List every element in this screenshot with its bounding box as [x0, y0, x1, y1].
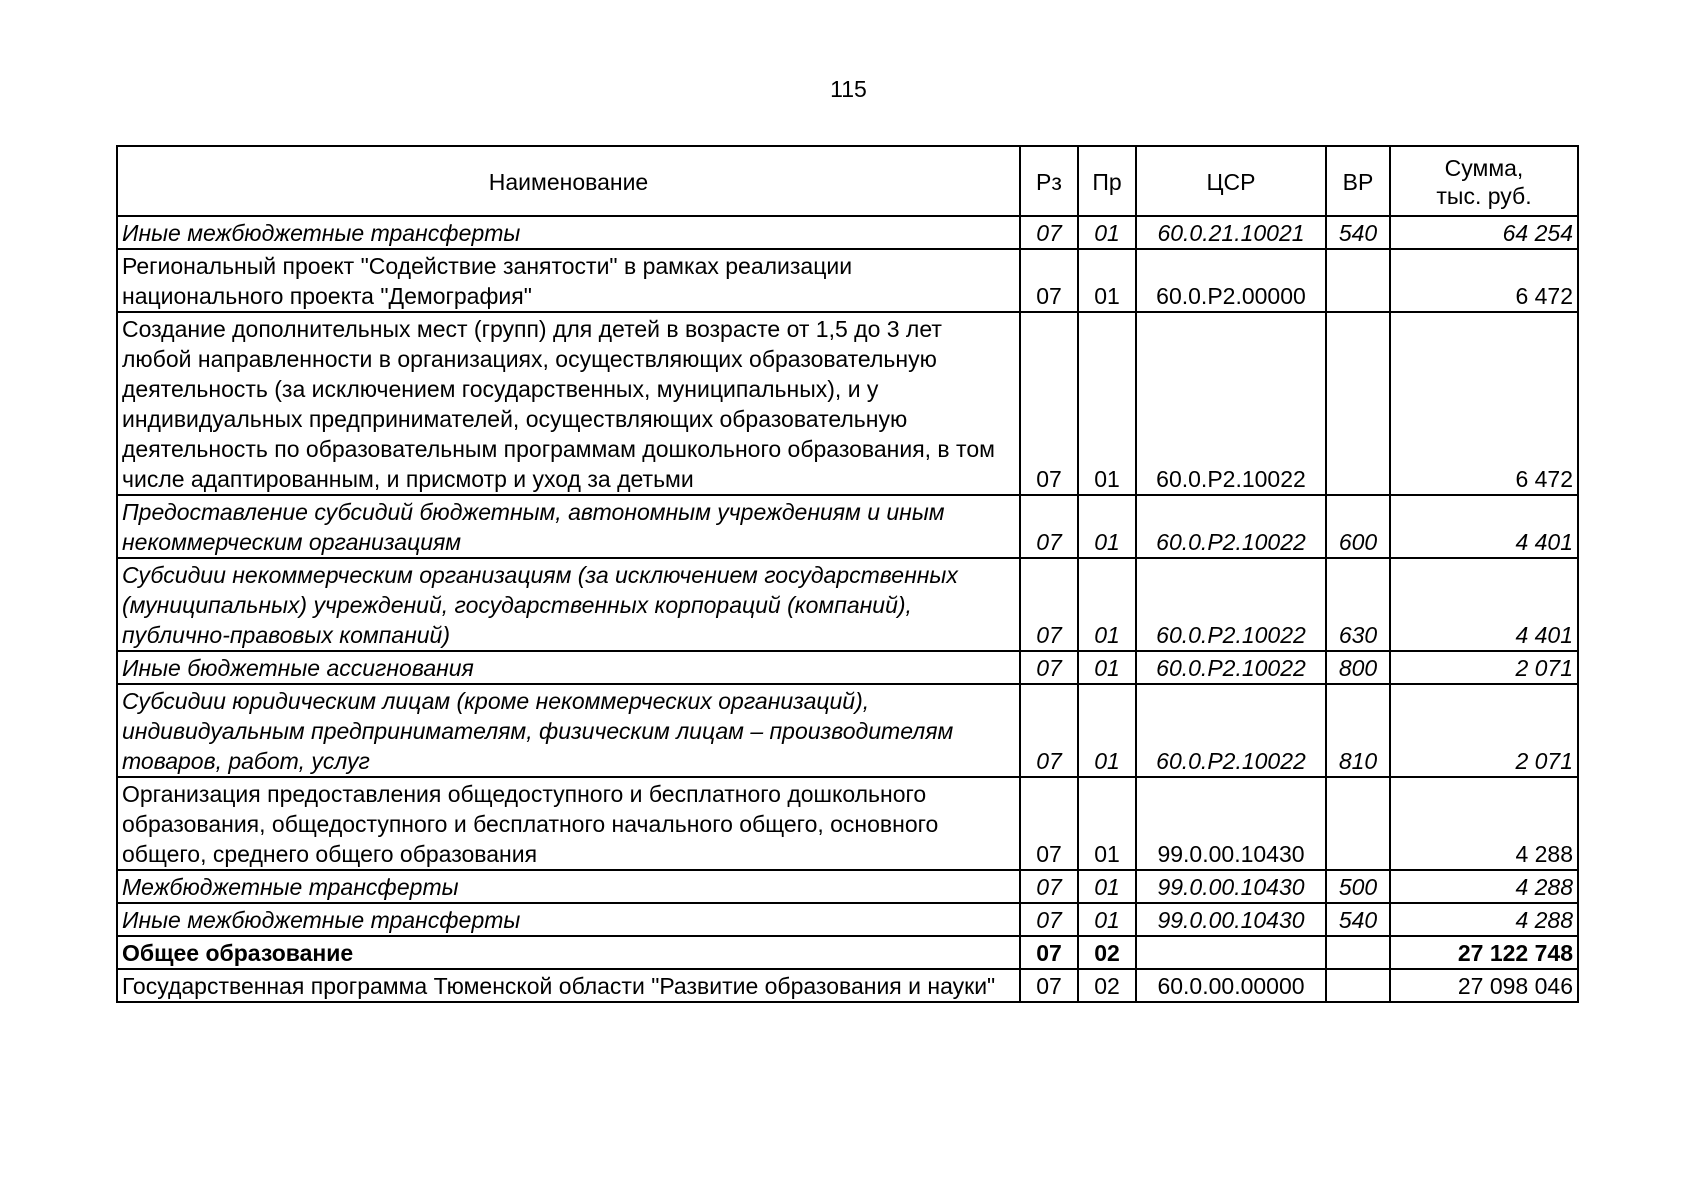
table-row: [117, 777, 1578, 870]
row-pr: 01: [1078, 684, 1136, 777]
row-csr: 99.0.00.10430: [1136, 777, 1326, 870]
row-csr: 60.0.21.10021: [1136, 216, 1326, 249]
row-vr: 600: [1326, 495, 1390, 558]
row-name: Субсидии юридическим лицам (кроме некоммерческих организаций), индивидуальным предпринимателям, физическим лицам – производителям товаров, работ, услуг: [117, 684, 1020, 777]
row-name: Иные межбюджетные трансферты: [117, 216, 1020, 249]
row-rz: 07: [1020, 936, 1078, 969]
row-name: Субсидии некоммерческим организациям (за исключением государственных (муниципальных) учреждений, государственных корпораций (компаний), публично-правовых компаний): [117, 558, 1020, 651]
row-rz: 07: [1020, 777, 1078, 870]
row-vr: 630: [1326, 558, 1390, 651]
page-number: 115: [830, 76, 867, 102]
row-vr: 500: [1326, 870, 1390, 903]
row-rz: 07: [1020, 558, 1078, 651]
row-sum: 6 472: [1390, 312, 1578, 495]
row-rz: 07: [1020, 870, 1078, 903]
row-pr: 01: [1078, 312, 1136, 495]
row-name: Региональный проект "Содействие занятости" в рамках реализации национального проекта "Демография": [117, 249, 1020, 312]
row-pr: 01: [1078, 216, 1136, 249]
row-csr: 60.0.Р2.10022: [1136, 684, 1326, 777]
row-name: Общее образование: [117, 936, 1020, 969]
header-name: Наименование: [117, 146, 1020, 216]
row-vr: 540: [1326, 903, 1390, 936]
row-pr: 01: [1078, 249, 1136, 312]
row-csr: 99.0.00.10430: [1136, 903, 1326, 936]
header-csr: ЦСР: [1136, 146, 1326, 216]
row-name: Иные бюджетные ассигнования: [117, 651, 1020, 684]
row-pr: 01: [1078, 558, 1136, 651]
row-rz: 07: [1020, 495, 1078, 558]
table-row: [117, 969, 1578, 1002]
row-csr: 60.0.00.00000: [1136, 969, 1326, 1002]
row-rz: 07: [1020, 216, 1078, 249]
row-sum: 6 472: [1390, 249, 1578, 312]
row-csr: 60.0.Р2.10022: [1136, 558, 1326, 651]
header-rz: Рз: [1020, 146, 1078, 216]
row-name: Межбюджетные трансферты: [117, 870, 1020, 903]
row-sum: 64 254: [1390, 216, 1578, 249]
row-rz: 07: [1020, 312, 1078, 495]
table-row: [117, 558, 1578, 651]
row-sum: 4 288: [1390, 903, 1578, 936]
table-header: [117, 146, 1578, 216]
row-vr: [1326, 969, 1390, 1002]
row-vr: [1326, 312, 1390, 495]
row-vr: 540: [1326, 216, 1390, 249]
header-sum: [1390, 146, 1578, 216]
row-pr: 01: [1078, 903, 1136, 936]
table-row: [117, 684, 1578, 777]
budget-table: [116, 145, 1579, 1003]
table-row: [117, 495, 1578, 558]
row-sum: 4 401: [1390, 558, 1578, 651]
row-csr: 60.0.Р2.10022: [1136, 495, 1326, 558]
row-vr: [1326, 249, 1390, 312]
row-pr: 02: [1078, 969, 1136, 1002]
row-rz: 07: [1020, 651, 1078, 684]
header-sum-line2: тыс. руб.: [1436, 182, 1532, 209]
row-sum: 27 122 748: [1390, 936, 1578, 969]
table-body: [117, 216, 1578, 1002]
row-csr: 60.0.Р2.10022: [1136, 312, 1326, 495]
row-pr: 01: [1078, 651, 1136, 684]
row-sum: 4 288: [1390, 777, 1578, 870]
row-name: Иные межбюджетные трансферты: [117, 903, 1020, 936]
row-sum: 4 288: [1390, 870, 1578, 903]
table-row: [117, 216, 1578, 249]
row-sum: 2 071: [1390, 651, 1578, 684]
header-vr: ВР: [1326, 146, 1390, 216]
row-sum: 27 098 046: [1390, 969, 1578, 1002]
header-sum-line1: Сумма,: [1444, 154, 1524, 181]
row-vr: [1326, 777, 1390, 870]
row-pr: 01: [1078, 777, 1136, 870]
header-row: [117, 146, 1578, 216]
row-name: Государственная программа Тюменской области "Развитие образования и науки": [117, 969, 1020, 1002]
table-row: [117, 312, 1578, 495]
row-rz: 07: [1020, 684, 1078, 777]
table-row: [117, 651, 1578, 684]
row-vr: 810: [1326, 684, 1390, 777]
row-sum: 2 071: [1390, 684, 1578, 777]
row-vr: 800: [1326, 651, 1390, 684]
row-pr: 01: [1078, 870, 1136, 903]
header-pr: Пр: [1078, 146, 1136, 216]
row-sum: 4 401: [1390, 495, 1578, 558]
table-row: [117, 903, 1578, 936]
row-rz: 07: [1020, 249, 1078, 312]
row-csr: 60.0.Р2.00000: [1136, 249, 1326, 312]
row-pr: 02: [1078, 936, 1136, 969]
row-name: Организация предоставления общедоступного и бесплатного дошкольного образования, общедоступного и бесплатного начального общего, основного общего, среднего общего образования: [117, 777, 1020, 870]
row-rz: 07: [1020, 903, 1078, 936]
table-row: [117, 249, 1578, 312]
row-vr: [1326, 936, 1390, 969]
row-csr: [1136, 936, 1326, 969]
row-csr: 60.0.Р2.10022: [1136, 651, 1326, 684]
row-csr: 99.0.00.10430: [1136, 870, 1326, 903]
row-rz: 07: [1020, 969, 1078, 1002]
row-pr: 01: [1078, 495, 1136, 558]
row-name: Предоставление субсидий бюджетным, автономным учреждениям и иным некоммерческим организациям: [117, 495, 1020, 558]
row-name: Создание дополнительных мест (групп) для детей в возрасте от 1,5 до 3 лет любой направленности в организациях, осуществляющих образовательную деятельность (за исключением государственных, муниципальных), и у индивидуальных предпринимателей, осуществляющих образовательную деятельность по образовательным программам дошкольного образования, в том числе адаптированным, и присмотр и уход за детьми: [117, 312, 1020, 495]
table-row: [117, 936, 1578, 969]
table-row: [117, 870, 1578, 903]
